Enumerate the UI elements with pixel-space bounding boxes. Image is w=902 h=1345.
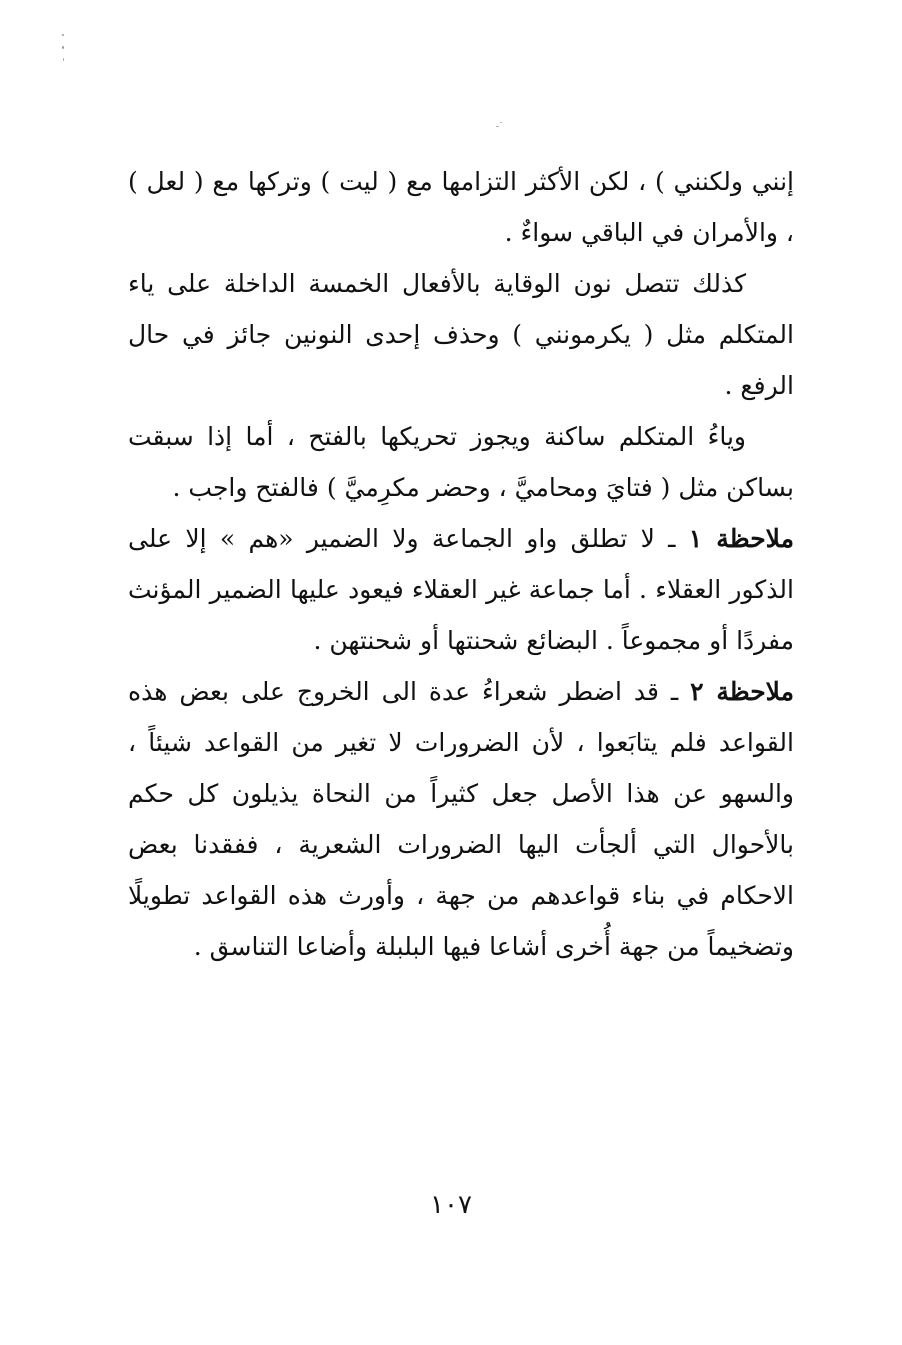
note-1-label: ملاحظة ١ — [688, 524, 794, 553]
body-text — [128, 156, 794, 972]
scan-speck — [62, 34, 64, 36]
note-2-text: ـ قد اضطر شعراءُ عدة الى الخروج على بعض هذه القواعد فلم يتابَعوا ، لأن الضرورات لا تغير من القواعد شيئاً ، والسهو عن هذا الأصل جعل كثيراً من النحاة يذيلون كل حكم بالأحوال التي ألجأت اليها الضرورات الشعرية ، ففقدنا بعض الاحكام في بناء قواعدهم من جهة ، وأورث هذه القواعد تطويلًا وتضخيماً من جهة أُخرى أشاعا فيها البلبلة وأضاعا التناسق . — [128, 677, 794, 961]
note-1-text: ـ لا تطلق واو الجماعة ولا الضمير «هم » إلا على الذكور العقلاء . أما جماعة غير العقلاء فيعود عليها الضمير المؤنث مفردًا أو مجموعاً . البضائع شحنتها أو شحنتهن . — [128, 524, 794, 655]
scan-speck — [62, 46, 64, 49]
page-number: ١٠٧ — [430, 1190, 472, 1220]
scan-speck — [500, 122, 502, 123]
scan-speck — [496, 126, 499, 127]
note-1 — [128, 513, 794, 666]
paragraph-speaker-ya: وياءُ المتكلم ساكنة ويجوز تحريكها بالفتح ، أما إذا سبقت بساكن مثل ( فتايَ ومحاميَّ ، وحضر مكرِميَّ ) فالفتح واجب . — [128, 422, 794, 502]
paragraph-continuation: إنني ولكنني ) ، لكن الأكثر التزامها مع ( ليت ) وتركها مع ( لعل ) ، والأمران في الباقي سواءٌ . — [128, 167, 794, 247]
note-2 — [128, 666, 794, 972]
scan-speck — [63, 58, 64, 61]
paragraph-energetic-nun: كذلك تتصل نون الوقاية بالأفعال الخمسة الداخلة على ياء المتكلم مثل ( يكرمونني ) وحذف إحدى النونين جائز في حال الرفع . — [128, 269, 794, 400]
note-2-label: ملاحظة ٢ — [690, 677, 794, 706]
